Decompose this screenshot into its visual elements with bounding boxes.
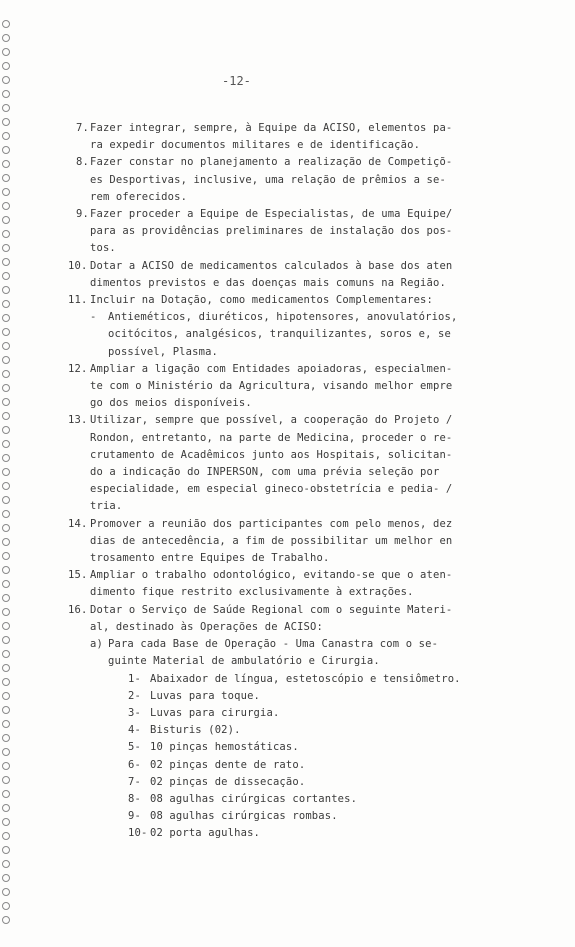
material-text: Luvas para toque. — [150, 689, 261, 702]
material-number: 10- — [128, 827, 148, 840]
material-number: 1- — [128, 672, 141, 685]
binding-ring — [2, 398, 10, 406]
binding-ring — [2, 286, 10, 294]
material-text: 10 pinças hemostáticas. — [150, 741, 299, 754]
material-number: 5- — [128, 741, 141, 754]
binding-ring — [2, 860, 10, 868]
binding-ring — [2, 258, 10, 266]
sub-marker: a) — [90, 638, 103, 651]
binding-ring — [2, 524, 10, 532]
binding-ring — [2, 482, 10, 490]
binding-ring — [2, 48, 10, 56]
binding-ring — [2, 720, 10, 728]
text-line: go dos meios disponíveis. — [90, 397, 252, 410]
binding-ring — [2, 20, 10, 28]
binding-ring — [2, 426, 10, 434]
binding-ring — [2, 818, 10, 826]
material-list-item — [90, 739, 530, 756]
text-line: Para cada Base de Operação - Uma Canastra com o se- — [108, 638, 439, 651]
document-body — [68, 120, 530, 843]
binding-ring — [2, 748, 10, 756]
binding-ring — [2, 90, 10, 98]
binding-ring — [2, 692, 10, 700]
binding-ring — [2, 650, 10, 658]
binding-ring — [2, 370, 10, 378]
text-line: dimentos previstos e das doenças mais comuns na Região. — [90, 276, 446, 289]
item-number: 7. — [76, 122, 89, 134]
binding-ring — [2, 496, 10, 504]
binding-ring — [2, 734, 10, 742]
binding-ring — [2, 608, 10, 616]
material-text: 08 agulhas cirúrgicas rombas. — [150, 810, 338, 823]
material-list-item — [90, 825, 530, 842]
text-line: Fazer proceder a Equipe de Especialistas, de uma Equipe/ — [90, 208, 453, 221]
list-item — [68, 567, 530, 601]
binding-ring — [2, 510, 10, 518]
binding-ring — [2, 188, 10, 196]
text-line: es Desportivas, inclusive, uma relação de prêmios a se- — [90, 173, 446, 186]
material-list-item — [90, 705, 530, 722]
binding-ring — [2, 664, 10, 672]
text-line: do a indicação do INPERSON, com uma prévia seleção por — [90, 466, 440, 479]
material-number: 8- — [128, 792, 141, 805]
material-list-item — [90, 791, 530, 808]
binding-ring — [2, 412, 10, 420]
list-item — [68, 292, 530, 309]
binding-ring — [2, 174, 10, 182]
list-item — [76, 120, 530, 154]
item-number: 14. — [68, 517, 88, 530]
list-item — [76, 206, 530, 258]
binding-ring — [2, 342, 10, 350]
binding-ring — [2, 874, 10, 882]
text-line: al, destinado às Operações de ACISO: — [90, 620, 323, 633]
binding-ring — [2, 776, 10, 784]
text-line: tria. — [90, 500, 123, 513]
binding-ring — [2, 272, 10, 280]
item-number: 12. — [68, 362, 88, 375]
material-list-item — [90, 808, 530, 825]
binding-ring — [2, 594, 10, 602]
text-line: dimento fique restrito exclusivamente à extrações. — [90, 586, 414, 599]
binding-ring — [2, 636, 10, 644]
material-number: 9- — [128, 810, 141, 823]
item-number: 8. — [76, 156, 89, 169]
binding-ring — [2, 216, 10, 224]
page-number: -12- — [222, 74, 251, 88]
list-item — [68, 602, 530, 636]
list-item — [68, 361, 530, 413]
binding-ring — [2, 790, 10, 798]
text-line: Dotar a ACISO de medicamentos calculados à base dos aten — [90, 259, 453, 272]
sub-item-a — [90, 636, 530, 670]
binding-ring — [2, 202, 10, 210]
text-line: Antieméticos, diuréticos, hipotensores, anovulatórios, — [108, 311, 458, 324]
binding-ring — [2, 34, 10, 42]
binding-ring — [2, 678, 10, 686]
text-line: tos. — [90, 242, 116, 255]
binding-ring — [2, 132, 10, 140]
text-line: para as providências preliminares de instalação dos pos- — [90, 225, 453, 238]
text-line: possível, Plasma. — [108, 345, 219, 358]
binding-ring — [2, 384, 10, 392]
binding-ring — [2, 76, 10, 84]
text-line: Rondon, entretanto, na parte de Medicina, proceder o re- — [90, 431, 453, 444]
text-line: Promover a reunião dos participantes com pelo menos, dez — [90, 517, 453, 530]
material-text: 02 porta agulhas. — [150, 827, 261, 840]
material-text: Luvas para cirurgia. — [150, 706, 280, 719]
text-line: crutamento de Acadêmicos junto aos Hospitais, solicitan- — [90, 448, 453, 461]
binding-ring — [2, 160, 10, 168]
item-number: 16. — [68, 603, 88, 616]
binding-ring — [2, 902, 10, 910]
binding-rings — [0, 20, 16, 927]
binding-ring — [2, 300, 10, 308]
text-line: ocitócitos, analgésicos, tranquilizantes, soros e, se — [108, 328, 451, 341]
binding-ring — [2, 552, 10, 560]
material-number: 2- — [128, 689, 141, 702]
material-number: 3- — [128, 706, 141, 719]
text-line: te com o Ministério da Agricultura, visando melhor empre — [90, 380, 453, 393]
binding-ring — [2, 916, 10, 924]
material-text: 02 pinças de dissecação. — [150, 775, 306, 788]
material-list-item — [90, 722, 530, 739]
material-number: 6- — [128, 758, 141, 771]
binding-ring — [2, 314, 10, 322]
text-line: especialidade, em especial gineco-obstetrícia e pedia- / — [90, 483, 453, 496]
list-item — [68, 258, 530, 292]
binding-ring — [2, 832, 10, 840]
text-line: dias de antecedência, a fim de possibilitar um melhor en — [90, 534, 453, 547]
material-number: 4- — [128, 724, 141, 737]
material-text: Bisturis (02). — [150, 724, 241, 737]
text-line: guinte Material de ambulatório e Cirurgia. — [108, 655, 380, 668]
binding-ring — [2, 566, 10, 574]
binding-ring — [2, 146, 10, 154]
material-list-item — [90, 774, 530, 791]
sub-marker: - — [90, 311, 97, 324]
text-line: Dotar o Serviço de Saúde Regional com o seguinte Materi- — [90, 603, 453, 616]
text-line: Ampliar o trabalho odontológico, evitando-se que o aten- — [90, 569, 453, 582]
material-text: 02 pinças dente de rato. — [150, 758, 306, 771]
sub-item-medications — [90, 309, 530, 361]
text-line: ra expedir documentos militares e de identificação. — [90, 139, 421, 152]
binding-ring — [2, 622, 10, 630]
binding-ring — [2, 356, 10, 364]
item-number: 9. — [76, 208, 89, 221]
material-text: Abaixador de língua, estetoscópio e tensiômetro. — [150, 672, 461, 685]
text-line: Utilizar, sempre que possível, a cooperação do Projeto / — [90, 414, 453, 427]
list-item — [68, 412, 530, 515]
binding-ring — [2, 440, 10, 448]
list-item — [68, 516, 530, 568]
binding-ring — [2, 538, 10, 546]
material-number: 7- — [128, 775, 141, 788]
binding-ring — [2, 328, 10, 336]
binding-ring — [2, 244, 10, 252]
binding-ring — [2, 580, 10, 588]
item-number: 15. — [68, 569, 88, 582]
item-number: 11. — [68, 294, 88, 307]
text-line: Incluir na Dotação, como medicamentos Complementares: — [90, 294, 433, 307]
binding-ring — [2, 62, 10, 70]
material-text: 08 agulhas cirúrgicas cortantes. — [150, 792, 358, 805]
binding-ring — [2, 468, 10, 476]
binding-ring — [2, 706, 10, 714]
text-line: Ampliar a ligação com Entidades apoiadoras, especialmen- — [90, 362, 453, 375]
text-line: Fazer integrar, sempre, à Equipe da ACISO, elementos pa- — [90, 122, 453, 134]
binding-ring — [2, 804, 10, 812]
item-number: 13. — [68, 414, 88, 427]
binding-ring — [2, 230, 10, 238]
binding-ring — [2, 762, 10, 770]
binding-ring — [2, 888, 10, 896]
list-item — [76, 154, 530, 206]
binding-ring — [2, 846, 10, 854]
binding-ring — [2, 118, 10, 126]
item-number: 10. — [68, 259, 88, 272]
text-line: rem oferecidos. — [90, 190, 188, 203]
material-list-item — [90, 757, 530, 774]
material-list-item — [90, 671, 530, 688]
text-line: trosamento entre Equipes de Trabalho. — [90, 552, 330, 565]
text-line: Fazer constar no planejamento a realização de Competiçõ- — [90, 156, 453, 169]
material-list-item — [90, 688, 530, 705]
binding-ring — [2, 454, 10, 462]
binding-ring — [2, 104, 10, 112]
